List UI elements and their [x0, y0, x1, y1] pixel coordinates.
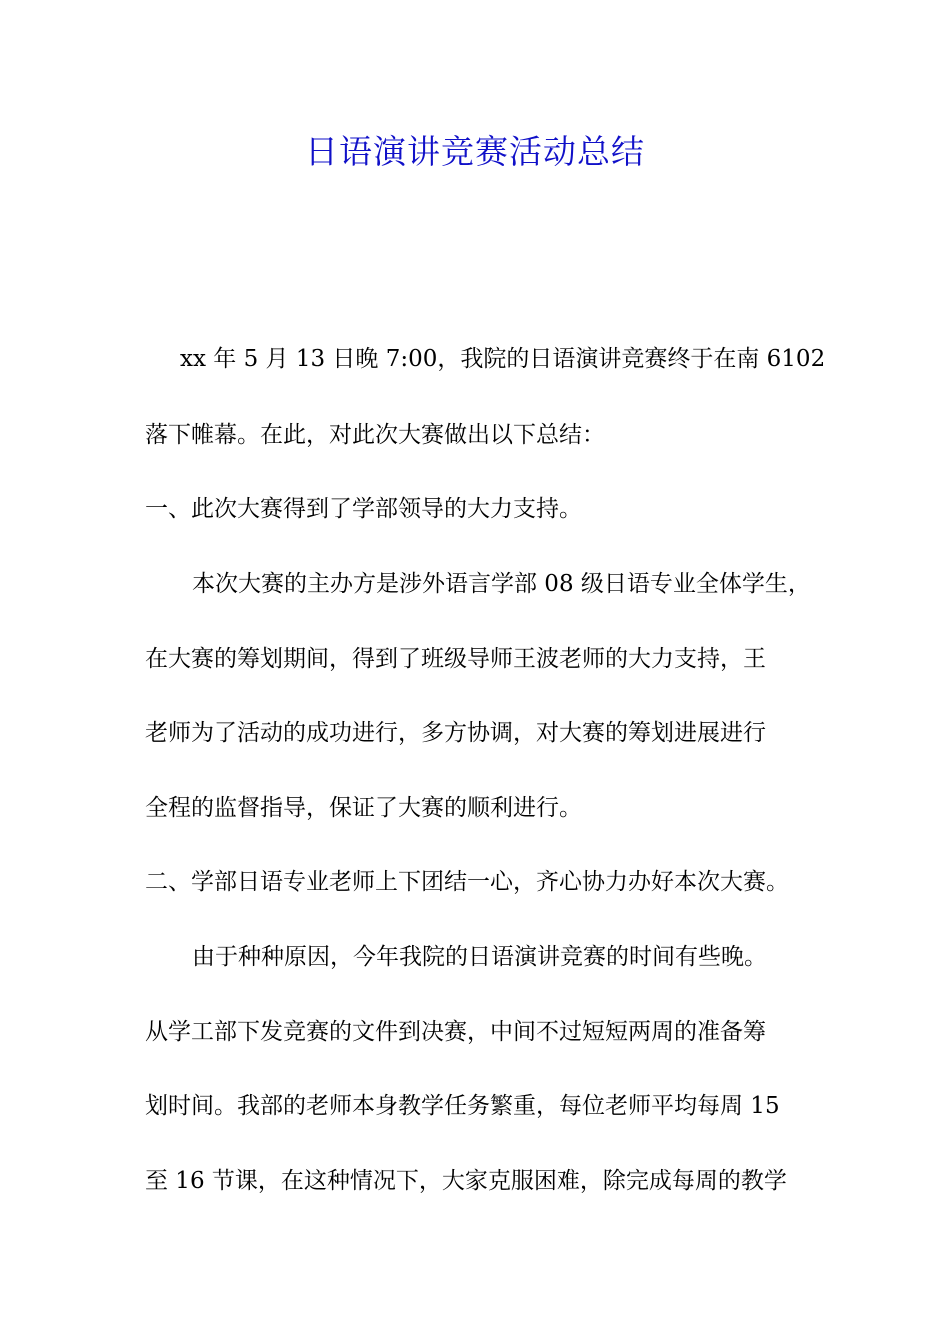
section-heading-2: 二、学部日语专业老师上下团结一心，齐心协力办好本次大赛。: [145, 869, 789, 895]
section-heading-1: 一、此次大赛得到了学部领导的大力支持。: [145, 496, 582, 522]
paragraph-line-2: 落下帷幕。在此，对此次大赛做出以下总结：: [145, 422, 605, 448]
paragraph-line-1: xx 年 5 月 13 日晚 7:00，我院的日语演讲竞赛终于在南 6102: [180, 346, 826, 372]
paragraph-line-9: 划时间。我部的老师本身教学任务繁重，每位老师平均每周 15: [145, 1093, 780, 1119]
paragraph-line-10: 至 16 节课，在这种情况下，大家克服困难，除完成每周的教学: [145, 1168, 787, 1194]
paragraph-line-8: 从学工部下发竞赛的文件到决赛，中间不过短短两周的准备筹: [145, 1019, 766, 1045]
document-title: 日语演讲竞赛活动总结: [305, 132, 645, 171]
paragraph-line-3: 本次大赛的主办方是涉外语言学部 08 级日语专业全体学生，: [192, 571, 811, 597]
paragraph-line-5: 老师为了活动的成功进行，多方协调，对大赛的筹划进展进行: [145, 720, 766, 746]
paragraph-line-7: 由于种种原因，今年我院的日语演讲竞赛的时间有些晚。: [192, 944, 767, 970]
paragraph-line-6: 全程的监督指导，保证了大赛的顺利进行。: [145, 795, 582, 821]
paragraph-line-4: 在大赛的筹划期间，得到了班级导师王波老师的大力支持，王: [145, 646, 766, 672]
